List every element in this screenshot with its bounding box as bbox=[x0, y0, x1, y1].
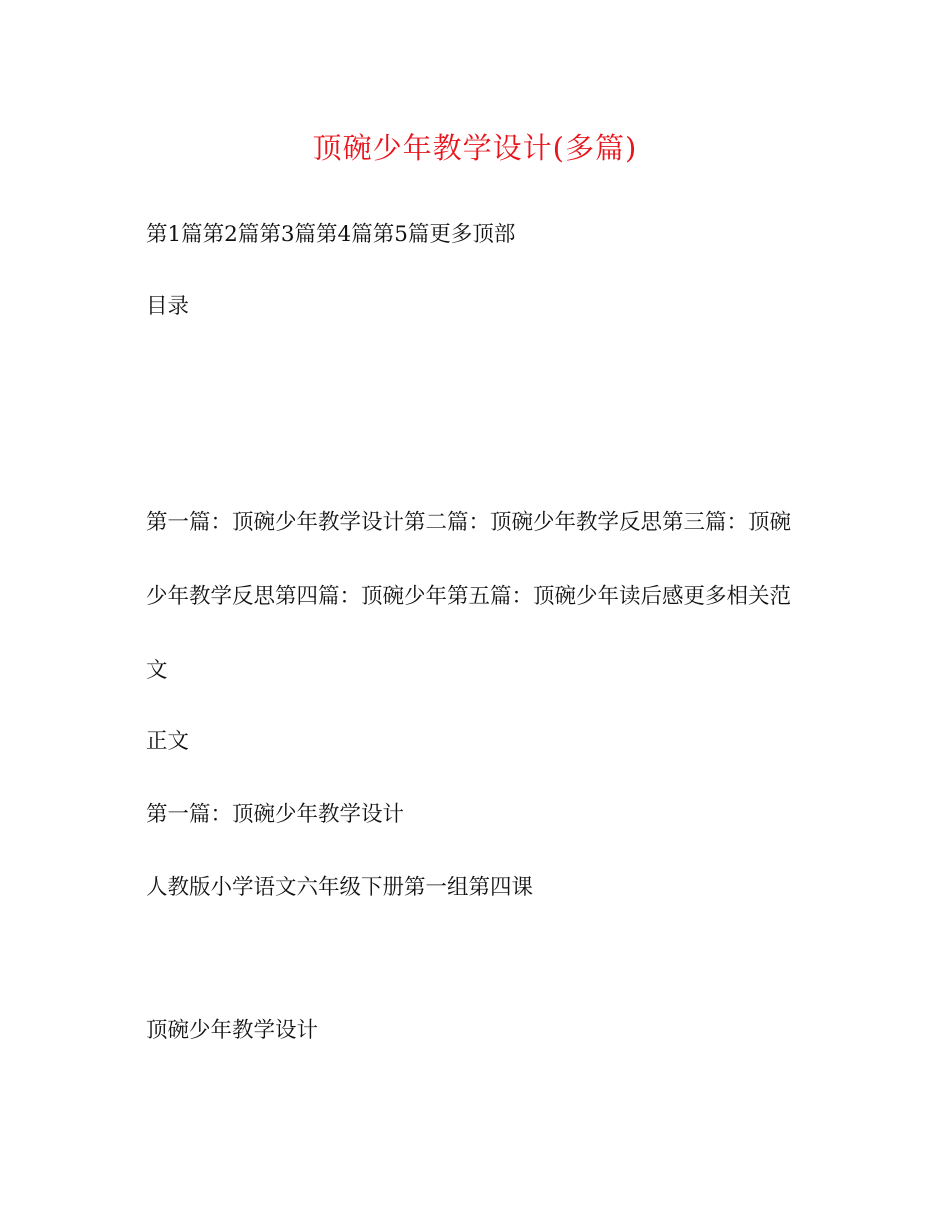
section-title: 第一篇：顶碗少年教学设计 bbox=[146, 802, 405, 827]
toc-heading: 目录 bbox=[146, 294, 190, 319]
lesson-info: 人教版小学语文六年级下册第一组第四课 bbox=[146, 875, 534, 900]
document-title: 顶碗少年教学设计(多篇) bbox=[312, 131, 638, 165]
section-subtitle: 顶碗少年教学设计 bbox=[146, 1018, 319, 1043]
toc-entries[interactable]: 第一篇：顶碗少年教学设计第二篇：顶碗少年教学反思第三篇：顶碗少年教学反思第四篇：顶碗少年第五篇：顶碗少年读后感更多相关范文 bbox=[146, 510, 792, 683]
article-nav-links[interactable]: 第1篇第2篇第3篇第4篇第5篇更多顶部 bbox=[146, 222, 516, 247]
body-heading: 正文 bbox=[146, 729, 190, 754]
